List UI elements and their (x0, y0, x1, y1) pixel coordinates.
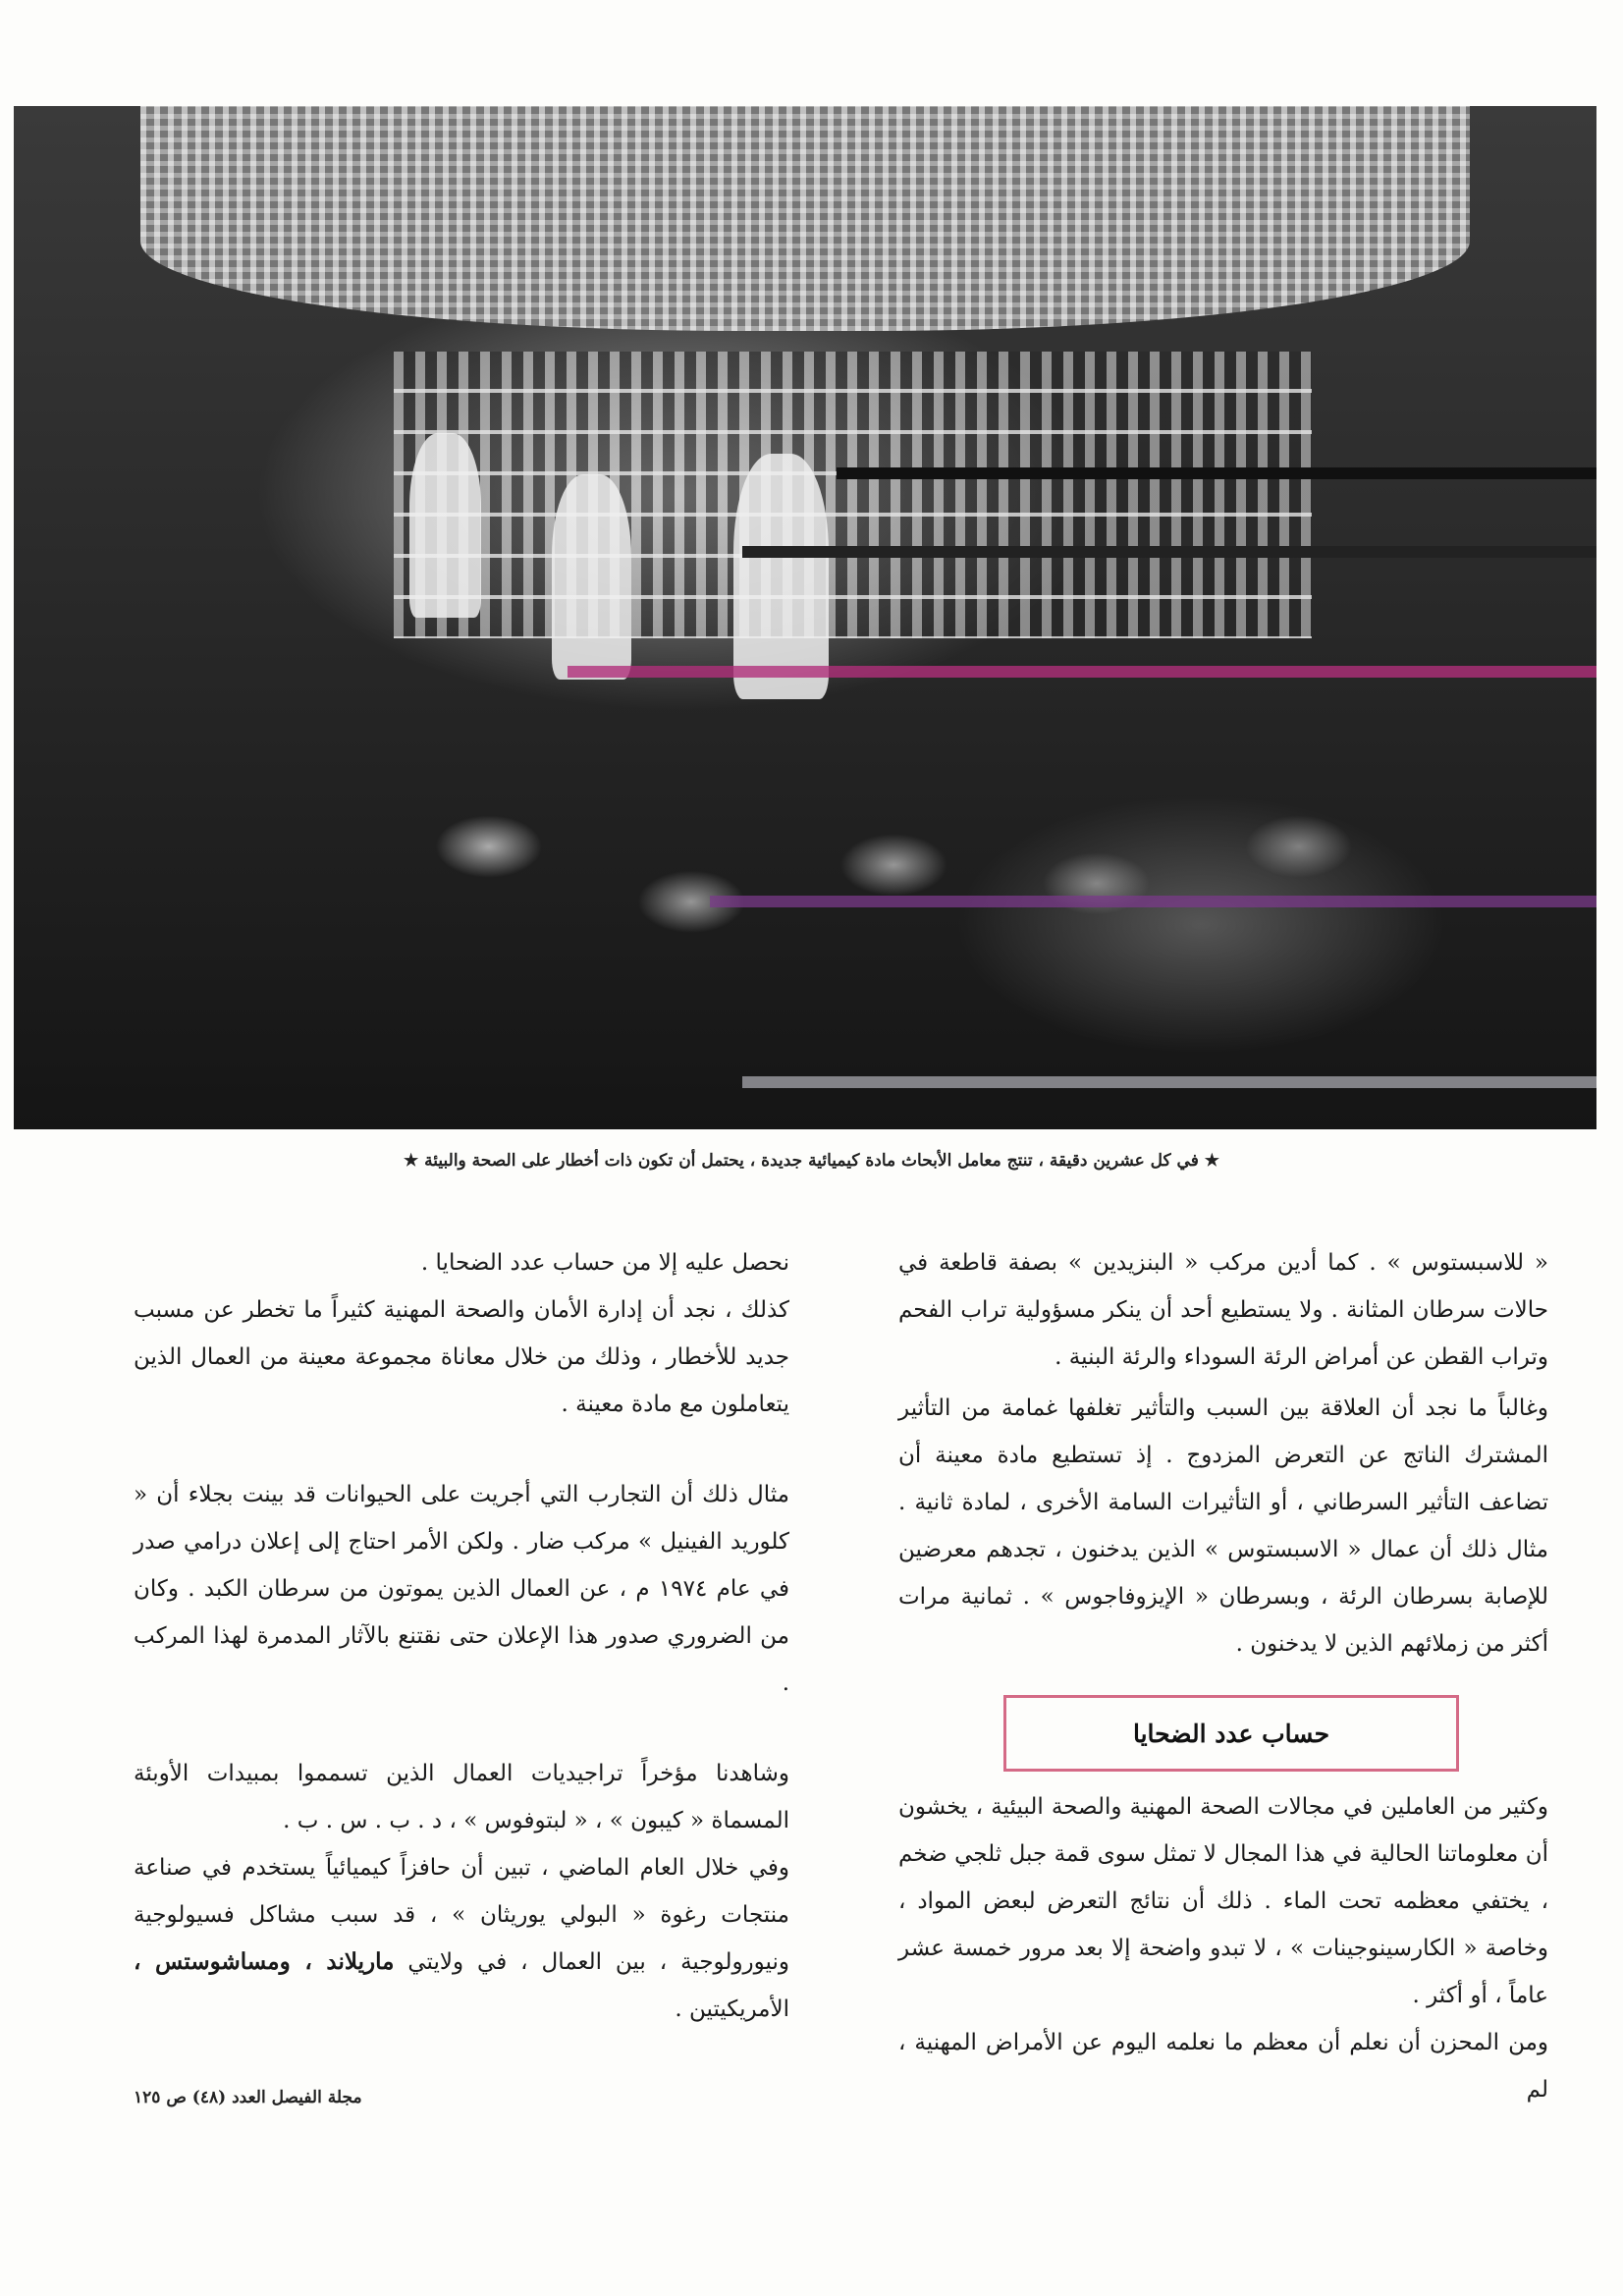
photo-shelves (394, 352, 1312, 638)
scan-artifact-line (568, 666, 1596, 678)
paragraph: مثال ذلك أن التجارب التي أجريت على الحيوانات قد بينت بجلاء أن « كلوريد الفينيل » مركب ضار . ولكن الأمر احتاج إلى إعلان درامي صدر في عام ١٩٧٤ م ، عن العمال الذين يموتون من سرطان الكبد . وكان من الضروري صدور هذا الإعلان حتى نقتنع بالآثار المدمرة لهذا المركب . (134, 1482, 789, 1696)
scan-artifact-line (742, 1076, 1596, 1088)
right-column (898, 1239, 1548, 1667)
photo-scientist-middle (552, 474, 631, 679)
paragraph: وفي خلال العام الماضي ، تبين أن حافزاً كيميائياً يستخدم في صناعة منتجات رغوة « البولي يوريثان » ، قد سبب مشاكل فسيولوجية ونيورولوجية ، بين العمال ، في ولايتي ماريلاند ، ومساشوستس ، الأمريكيتين . (134, 1855, 789, 2022)
scan-artifact-line (742, 546, 1596, 558)
laboratory-photo (14, 106, 1596, 1129)
paragraph: نحصل عليه إلا من حساب عدد الضحايا . (420, 1250, 789, 1276)
left-column (134, 1239, 789, 2033)
photo-ceiling-grid (140, 106, 1470, 331)
paragraph: « للاسبستوس » . كما أدين مركب « البنزيدين » بصفة قاطعة في حالات سرطان المثانة . ولا يستطيع أحد أن ينكر مسؤولية تراب الفحم وتراب القطن عن أمراض الرئة السوداء والرئة البنية . (898, 1250, 1548, 1370)
paragraph: وشاهدنا مؤخراً تراجيديات العمال الذين تسمموا بمبيدات الأوبئة المسماة « كيبون » ، « لبتوفوس » ، د . ب . س . ب . (134, 1761, 789, 1833)
paragraph: ومن المحزن أن نعلم أن معظم ما نعلمه اليوم عن الأمراض المهنية ، لم (898, 2030, 1548, 2103)
section-heading-text: حساب عدد الضحايا (1132, 1719, 1330, 1748)
paragraph: وغالباً ما نجد أن العلاقة بين السبب والتأثير تغلفها غمامة من التأثير المشترك الناتج عن التعرض المزدوج . إذ تستطيع مادة معينة أن تضاعف التأثير السرطاني ، أو التأثيرات السامة الأخرى ، لمادة ثانية . مثال ذلك أن عمال « الاسبستوس » الذين يدخنون ، تجدهم معرضين للإصابة بسرطان الرئة ، وبسرطان « الإيزوفاجوس » . ثمانية مرات أكثر من زملائهم الذين لا يدخنون . (898, 1395, 1548, 1657)
photo-glassware-bench (236, 699, 1502, 1067)
photo-scientist-right (733, 454, 829, 699)
photo-caption: ★ في كل عشرين دقيقة ، تنتج معامل الأبحاث مادة كيميائية جديدة ، يحتمل أن تكون ذات أخطار على الصحة والبيئة ★ (403, 1151, 1220, 1171)
page-footer: مجلة الفيصل العدد (٤٨) ص ١٢٥ (134, 2088, 362, 2107)
section-heading (1003, 1695, 1459, 1772)
photo-scientist-left (409, 433, 481, 618)
right-column-lower (898, 1783, 1548, 2113)
paragraph: وكثير من العاملين في مجالات الصحة المهنية والصحة البيئية ، يخشون أن معلوماتنا الحالية في هذا المجال لا تمثل سوى قمة جبل ثلجي ضخم ، يختفي معظمه تحت الماء . ذلك أن نتائج التعرض لبعض المواد ، وخاصة « الكارسينوجينات » ، لا تبدو واضحة إلا بعد مرور خمسة عشر عاماً ، أو أكثر . (898, 1794, 1548, 2008)
paragraph: كذلك ، نجد أن إدارة الأمان والصحة المهنية كثيراً ما تخطر عن مسبب جديد للأخطار ، وذلك من خلال معاناة مجموعة معينة من العمال الذين يتعاملون مع مادة معينة . (134, 1297, 789, 1417)
scan-artifact-line (710, 896, 1596, 907)
bold-place-names: ماريلاند ، ومساشوستس ، (134, 1948, 395, 1975)
scan-artifact-line (837, 467, 1596, 479)
